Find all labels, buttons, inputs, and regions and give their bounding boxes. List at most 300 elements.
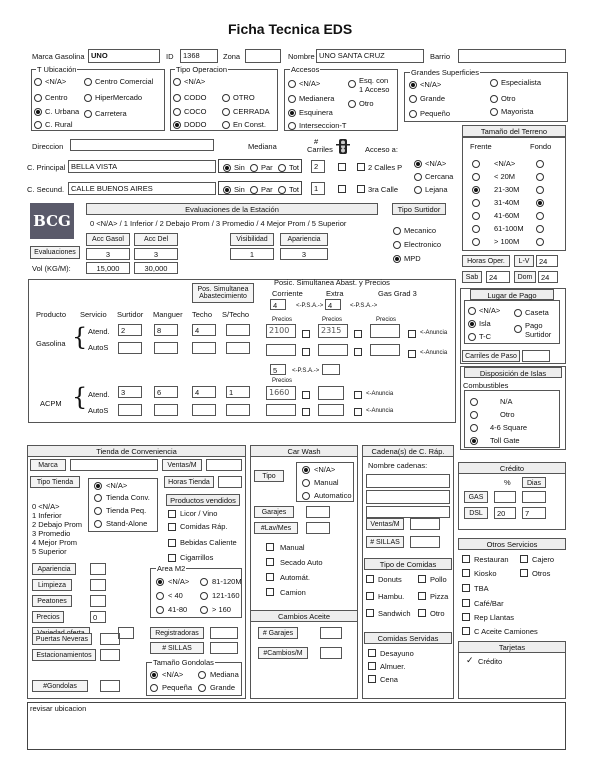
- ubicacion-urbana-radio[interactable]: [34, 108, 42, 116]
- tipo-tienda-button[interactable]: Tipo Tienda: [30, 476, 80, 488]
- tienda-na-label: <N/A>: [106, 481, 128, 490]
- acpm-precio-1[interactable]: 1660: [266, 386, 296, 400]
- tienda-marca-button[interactable]: Marca: [30, 459, 66, 471]
- operacion-codo-radio[interactable]: [173, 94, 181, 102]
- carriles-paso-field[interactable]: [522, 350, 550, 362]
- gasolina-precio-corriente[interactable]: 2100: [266, 324, 296, 338]
- tienda-scale-line: 2 Debajo Prom: [32, 520, 83, 529]
- tam-na-radio[interactable]: [150, 671, 158, 679]
- ubicacion-carretera-label: Carretera: [95, 109, 127, 118]
- acc-gasol-button[interactable]: Acc Gasol: [86, 233, 130, 246]
- carwash-manual-radio[interactable]: [302, 479, 310, 487]
- operacion-title: Tipo Operacion: [176, 65, 227, 74]
- donuts-check[interactable]: [366, 575, 374, 583]
- area-121-radio[interactable]: [200, 592, 208, 600]
- surtidor-col-label: Surtidor: [117, 310, 144, 319]
- gasolina-autos-precio-2[interactable]: [318, 344, 348, 356]
- acpm-anuncia-check[interactable]: [354, 391, 362, 399]
- gasolina-precio-gas3[interactable]: [370, 324, 400, 338]
- credito-dsl-dias-field[interactable]: 7: [522, 507, 546, 519]
- grandes-na-radio[interactable]: [409, 81, 417, 89]
- accesos-interseccion-radio[interactable]: [288, 122, 296, 130]
- cena-check[interactable]: [368, 675, 376, 683]
- cadena-sillas-button[interactable]: # SILLAS: [366, 536, 404, 548]
- tipo-comidas-header: Tipo de Comidas: [364, 558, 452, 570]
- carwash-garajes-field[interactable]: [306, 506, 330, 518]
- aceite-camiones-check[interactable]: [462, 627, 470, 635]
- terreno-frente-radio[interactable]: [472, 212, 480, 220]
- tam-mediana-label: Mediana: [210, 670, 239, 679]
- psa-label-1: <-P.S.A.->: [296, 303, 324, 309]
- tba-check[interactable]: [462, 584, 470, 592]
- csec-carriles-field[interactable]: 1: [311, 182, 325, 195]
- barrio-field[interactable]: [458, 49, 566, 63]
- direccion-field[interactable]: [70, 139, 214, 151]
- tarjetas-credito-check-mark[interactable]: ✓: [466, 655, 474, 665]
- aceite-cambios-field[interactable]: [320, 647, 342, 659]
- area-121-label: 121-160: [212, 591, 240, 600]
- lv-button[interactable]: L-V: [514, 255, 534, 267]
- ubicacion-cc-radio[interactable]: [84, 78, 92, 86]
- direccion-label: Direccion: [32, 142, 64, 151]
- tam-grande-radio[interactable]: [198, 684, 206, 692]
- pos-extra-field[interactable]: 4: [325, 299, 341, 310]
- tienda-ventas-button[interactable]: Ventas/M: [162, 459, 202, 471]
- gasolina-autos-precio-3[interactable]: [370, 344, 400, 356]
- gondolas-field[interactable]: [100, 680, 120, 692]
- registradoras-field[interactable]: [210, 627, 238, 639]
- acpm-autos-precio-2[interactable]: [318, 404, 344, 416]
- grandes-na-label: <N/A>: [420, 80, 442, 89]
- terreno-fondo-radio[interactable]: [536, 186, 544, 194]
- grandes-pequeno-radio[interactable]: [409, 110, 417, 118]
- dos-calles-check[interactable]: [357, 163, 365, 171]
- accesos-medianera-radio[interactable]: [288, 95, 296, 103]
- sandwich-check[interactable]: [366, 609, 374, 617]
- accesos-na-label: <N/A>: [299, 79, 321, 88]
- acceso-lejana-radio[interactable]: [414, 186, 422, 194]
- gasolina-anuncia-label: <-Anuncia: [420, 330, 448, 336]
- producto-label: Producto: [36, 310, 67, 319]
- acpm-autos-precio-1[interactable]: [266, 404, 296, 416]
- vol-del-field[interactable]: 30,000: [134, 262, 178, 274]
- csec-par-label: Par: [261, 185, 273, 194]
- cw-manual-check[interactable]: [266, 543, 274, 551]
- operacion-otro-label: OTRO: [233, 93, 255, 102]
- evaluaciones-button[interactable]: Evaluaciones: [30, 246, 80, 259]
- carwash-lav-field[interactable]: [306, 522, 330, 534]
- acceso-cercana-radio[interactable]: [414, 173, 422, 181]
- ubicacion-carretera-radio[interactable]: [84, 110, 92, 118]
- surtidor-mpd-label: MPD: [404, 254, 421, 263]
- tienda-peq-radio[interactable]: [94, 507, 102, 515]
- carwash-auto-label: Automatico: [314, 491, 352, 500]
- cadena-nombre-field-2[interactable]: [366, 490, 450, 504]
- pollo-label: Pollo: [430, 575, 447, 584]
- acpm-autos-anuncia-label: <-Anuncia: [366, 408, 394, 414]
- csec-tot-label: Tot: [289, 185, 300, 194]
- limpieza-field[interactable]: [90, 579, 106, 591]
- sillas-tienda-button[interactable]: # SILLAS: [150, 642, 204, 654]
- carriles-paso-button[interactable]: Carriles de Paso: [462, 350, 520, 362]
- pos-simultanea-button[interactable]: Pos. Simultanea Abastecimiento: [192, 283, 254, 303]
- credito-gas-button[interactable]: GAS: [464, 491, 488, 503]
- gasolina-precios-2: Precios: [322, 317, 343, 323]
- gasolina-precios-3: Precios: [376, 317, 397, 323]
- horas-oper-button[interactable]: Horas Oper.: [462, 255, 510, 267]
- sillas-tienda-field[interactable]: [210, 642, 238, 654]
- otros-servicio-check[interactable]: [520, 569, 528, 577]
- terreno-frente-radio[interactable]: [472, 160, 480, 168]
- mediana-label: Mediana: [248, 142, 277, 151]
- gasolina-atend-label: Atend.: [88, 327, 110, 336]
- tarjetas-header: Tarjetas: [458, 641, 566, 653]
- carriles-label2: Carriles: [307, 145, 333, 154]
- tam-grande-label: Grande: [210, 683, 236, 692]
- area-40-radio[interactable]: [156, 592, 164, 600]
- credito-dsl-button[interactable]: DSL: [464, 507, 488, 519]
- desayuno-check[interactable]: [368, 649, 376, 657]
- terreno-frente-radio[interactable]: [472, 186, 480, 194]
- credito-dias-button[interactable]: Dias: [522, 477, 546, 488]
- cw-automat-check[interactable]: [266, 573, 274, 581]
- accesos-esq-label: Esq. con: [359, 76, 389, 85]
- terreno-row-label: <N/A>: [494, 159, 516, 168]
- cadena-nombre-field-1[interactable]: [366, 474, 450, 488]
- acpm-chk-1[interactable]: [302, 391, 310, 399]
- area-160-radio[interactable]: [200, 606, 208, 614]
- puertas-button[interactable]: Puertas Neveras: [32, 633, 92, 645]
- accesos-otro-radio[interactable]: [348, 100, 356, 108]
- operacion-otro-radio[interactable]: [222, 94, 230, 102]
- marca-field[interactable]: UNO: [88, 49, 160, 63]
- gasolina-autos-chk-1[interactable]: [302, 348, 310, 356]
- acpm-autos-mang-field[interactable]: [154, 404, 178, 416]
- acceso-na-radio[interactable]: [414, 160, 422, 168]
- acceso-cercana-label: Cercana: [425, 172, 454, 181]
- pago-caseta-label: Caseta: [525, 308, 549, 317]
- horas-tienda-field[interactable]: [218, 476, 242, 488]
- estacionamientos-button[interactable]: Estacionamientos: [32, 649, 96, 661]
- notas-box[interactable]: [27, 702, 566, 750]
- operacion-cerrada-label: CERRADA: [233, 107, 270, 116]
- aceite-garajes-button[interactable]: # Garajes: [258, 627, 298, 639]
- terreno-frente-radio[interactable]: [472, 238, 480, 246]
- cadena-ventas-field[interactable]: [410, 518, 440, 530]
- pago-na-radio[interactable]: [468, 307, 476, 315]
- licor-check[interactable]: [168, 510, 176, 518]
- accesos-na-radio[interactable]: [288, 80, 296, 88]
- carwash-header: Car Wash: [250, 445, 358, 457]
- evaluaciones-header: Evaluaciones de la Estación: [86, 203, 378, 215]
- csecund-field[interactable]: CALLE BUENOS AIRES: [68, 182, 216, 195]
- tienda-na-radio[interactable]: [94, 482, 102, 490]
- peatones-button[interactable]: Peatones: [32, 595, 72, 607]
- carwash-garajes-button[interactable]: Garajes: [254, 506, 294, 518]
- sab-button[interactable]: Sab: [462, 271, 482, 283]
- pago-tc-radio[interactable]: [468, 333, 476, 341]
- psa-label-2: <-P.S.A.->: [350, 303, 378, 309]
- gasolina-autos-techo-field[interactable]: [192, 342, 216, 354]
- tienda-conv-radio[interactable]: [94, 494, 102, 502]
- area-41-label: 41-80: [168, 605, 188, 614]
- islas-comb-label: Combustibles: [463, 381, 509, 390]
- tienda-standalone-label: Stand-Alone: [106, 519, 148, 528]
- peatones-field[interactable]: [90, 595, 106, 607]
- grandes-otro-radio[interactable]: [490, 95, 498, 103]
- cadena-sillas-field[interactable]: [410, 536, 440, 548]
- dom-field[interactable]: 24: [538, 271, 558, 283]
- credito-gas-pct-field[interactable]: [494, 491, 516, 503]
- pago-surtidor-radio[interactable]: [514, 325, 522, 333]
- operacion-codo-label: CODO: [184, 93, 207, 102]
- tercera-calle-check[interactable]: [357, 185, 365, 193]
- credito-gas-dias-field[interactable]: [522, 491, 546, 503]
- pollo-check[interactable]: [418, 575, 426, 583]
- llantas-label: Rep Llantas: [474, 613, 515, 622]
- pago-na-label: <N/A>: [479, 306, 501, 315]
- estacionamientos-field[interactable]: [100, 649, 120, 661]
- surtidor-mpd-radio[interactable]: [393, 255, 401, 263]
- tam-pequena-radio[interactable]: [150, 684, 158, 692]
- operacion-dodo-radio[interactable]: [173, 121, 181, 129]
- acceso-na-label: <N/A>: [425, 159, 447, 168]
- stecho-col-label: S/Techo: [222, 310, 250, 319]
- otros-header: Otros Servicios: [458, 538, 566, 550]
- acpm-autos-anuncia-check[interactable]: [354, 408, 362, 416]
- pago-caseta-radio[interactable]: [514, 309, 522, 317]
- id-field[interactable]: 1368: [180, 49, 218, 63]
- pos-corriente-field[interactable]: 4: [270, 299, 286, 310]
- terreno-frente-radio[interactable]: [472, 173, 480, 181]
- cprin-acceso-check[interactable]: [338, 163, 346, 171]
- islas-na-radio[interactable]: [470, 398, 478, 406]
- carwash-tipo-button[interactable]: Tipo: [254, 470, 284, 482]
- limpieza-button[interactable]: Limpieza: [32, 579, 72, 591]
- operacion-coco-radio[interactable]: [173, 108, 181, 116]
- tercera-calle-label: 3ra Calle: [368, 185, 399, 194]
- ubicacion-rural-radio[interactable]: [34, 121, 42, 129]
- comidas-check[interactable]: [168, 523, 176, 531]
- cw-camion-check[interactable]: [266, 588, 274, 596]
- csec-sin-radio[interactable]: [223, 186, 231, 194]
- cw-secado-check[interactable]: [266, 558, 274, 566]
- gasolina-autos-surt-field[interactable]: [118, 342, 142, 354]
- credito-dsl-pct-field[interactable]: 20: [494, 507, 516, 519]
- desayuno-label: Desayuno: [380, 649, 414, 658]
- operacion-cerrada-radio[interactable]: [222, 108, 230, 116]
- operacion-construccion-radio[interactable]: [222, 121, 230, 129]
- cadena-ventas-button[interactable]: Ventas/M: [366, 518, 404, 530]
- tienda-marca-field[interactable]: [70, 459, 158, 471]
- gasolina-autos-stecho-field[interactable]: [226, 342, 250, 354]
- gasolina-stecho-field[interactable]: [226, 324, 250, 336]
- cprin-carriles-field[interactable]: 2: [311, 160, 325, 173]
- terreno-row-label: < 20M: [494, 172, 516, 181]
- gasolina-brace: {: [72, 323, 88, 351]
- terreno-fondo-radio[interactable]: [536, 173, 544, 181]
- gasolina-autos-chk-2[interactable]: [354, 348, 362, 356]
- acc-del-button[interactable]: Acc Del: [134, 233, 178, 246]
- puertas-field[interactable]: [100, 633, 120, 645]
- eval-acc-gasol-field[interactable]: 3: [86, 248, 130, 260]
- acpm-manguer-field[interactable]: 6: [154, 386, 178, 398]
- grandes-grande-radio[interactable]: [409, 95, 417, 103]
- gasolina-autos-anuncia-check[interactable]: [408, 350, 416, 358]
- barrio-label: Barrio: [430, 52, 451, 61]
- islas-tollgate-radio[interactable]: [470, 437, 478, 445]
- apariencia-button[interactable]: Apariencia: [280, 233, 328, 246]
- grandes-mayorista-radio[interactable]: [490, 108, 498, 116]
- eval-apariencia-field[interactable]: 3: [280, 248, 328, 260]
- acpm-anuncia-label: <-Anuncia: [366, 391, 394, 397]
- gasolina-precio-extra[interactable]: 2315: [318, 324, 348, 338]
- zona-field[interactable]: [245, 49, 281, 63]
- islas-square-label: 4-6 Square: [490, 423, 528, 432]
- csec-par-radio[interactable]: [250, 186, 258, 194]
- carwash-auto-radio[interactable]: [302, 492, 310, 500]
- grandes-especialista-radio[interactable]: [490, 79, 498, 87]
- cigarrillos-check[interactable]: [168, 554, 176, 562]
- sab-field[interactable]: 24: [486, 271, 510, 283]
- precios-tienda-button[interactable]: Precios: [32, 611, 64, 623]
- islas-square-radio[interactable]: [470, 424, 478, 432]
- page-title: Ficha Tecnica EDS: [228, 21, 353, 37]
- pago-isla-radio[interactable]: [468, 320, 476, 328]
- accesos-esq-radio[interactable]: [348, 80, 356, 88]
- terreno-row-label: 31-40M: [494, 198, 520, 207]
- csec-tot-radio[interactable]: [278, 186, 286, 194]
- acpm-autos-stecho-field[interactable]: [226, 404, 250, 416]
- ubicacion-cc-label: Centro Comercial: [95, 77, 154, 86]
- tienda-ventas-field[interactable]: [206, 459, 242, 471]
- accesos-esquinera-radio[interactable]: [288, 109, 296, 117]
- acpm-pos-field[interactable]: 5: [270, 364, 286, 375]
- visibilidad-button[interactable]: Visibilidad: [230, 233, 274, 246]
- gasolina-surtidor-field[interactable]: 2: [118, 324, 142, 336]
- cprincipal-field[interactable]: BELLA VISTA: [68, 160, 216, 173]
- aceite-cambios-button[interactable]: #Cambios/M: [258, 647, 308, 659]
- kiosko-check[interactable]: [462, 569, 470, 577]
- cadena-nombre-field-3[interactable]: [366, 506, 450, 518]
- surtidor-mecanico-radio[interactable]: [393, 227, 401, 235]
- acpm-autos-chk-1[interactable]: [302, 408, 310, 416]
- cafe-check[interactable]: [462, 599, 470, 607]
- vol-gasol-field[interactable]: 15,000: [86, 262, 130, 274]
- carwash-manual-label: Manual: [314, 478, 339, 487]
- acpm-techo-field[interactable]: 4: [192, 386, 216, 398]
- gasolina-techo-field[interactable]: 4: [192, 324, 216, 336]
- cprincipal-label: C. Principal: [27, 163, 66, 172]
- cadena-nombre-label: Nombre cadenas:: [368, 461, 428, 470]
- operacion-na-radio[interactable]: [173, 78, 181, 86]
- eval-visibilidad-field[interactable]: 1: [230, 248, 274, 260]
- terreno-frente-radio[interactable]: [472, 225, 480, 233]
- ubicacion-na-radio[interactable]: [34, 78, 42, 86]
- islas-otro-radio[interactable]: [470, 411, 478, 419]
- pizza-check[interactable]: [418, 592, 426, 600]
- apariencia-tienda-button[interactable]: Apariencia: [32, 563, 76, 575]
- surtidor-electronico-radio[interactable]: [393, 241, 401, 249]
- acpm-precio-2[interactable]: [318, 386, 344, 400]
- gasolina-autos-mang-field[interactable]: [154, 342, 178, 354]
- precios-tienda-field[interactable]: 0: [90, 611, 106, 623]
- bcg-logo: BCG: [30, 203, 74, 239]
- acpm-pos2-field[interactable]: [322, 364, 340, 375]
- marca-label: Marca Gasolina: [32, 52, 85, 61]
- gasolina-anuncia-check[interactable]: [408, 330, 416, 338]
- tam-mediana-radio[interactable]: [198, 671, 206, 679]
- hambu-check[interactable]: [366, 592, 374, 600]
- acpm-precios-1: Precios: [272, 378, 293, 384]
- horas-tienda-button[interactable]: Horas Tienda: [164, 476, 214, 488]
- ubicacion-rural-label: C. Rural: [45, 120, 73, 129]
- apariencia-tienda-field[interactable]: [90, 563, 106, 575]
- restauran-check[interactable]: [462, 555, 470, 563]
- aceite-garajes-field[interactable]: [320, 627, 342, 639]
- carwash-lav-button[interactable]: #Lav/Mes: [254, 522, 298, 534]
- cajero-check[interactable]: [520, 555, 528, 563]
- acpm-autos-surt-field[interactable]: [118, 404, 142, 416]
- acpm-autos-techo-field[interactable]: [192, 404, 216, 416]
- tienda-standalone-radio[interactable]: [94, 520, 102, 528]
- gasolina-chk-1[interactable]: [302, 330, 310, 338]
- terreno-row-label: > 100M: [494, 237, 520, 246]
- gasolina-manguer-field[interactable]: 8: [154, 324, 178, 336]
- terreno-fondo-radio[interactable]: [536, 160, 544, 168]
- gasolina-autos-precio-1[interactable]: [266, 344, 296, 356]
- ubicacion-hiper-radio[interactable]: [84, 94, 92, 102]
- bebidas-check[interactable]: [168, 539, 176, 547]
- almuerzo-label: Almuer.: [380, 662, 406, 671]
- vol-label: Vol (KG/M):: [32, 264, 71, 273]
- terreno-fondo-radio[interactable]: [536, 225, 544, 233]
- pago-pago-label: Pago: [525, 321, 543, 330]
- registradoras-button[interactable]: Registradoras: [150, 627, 204, 639]
- lv-field[interactable]: 24: [536, 255, 558, 267]
- variedad-field[interactable]: [118, 627, 134, 639]
- llantas-check[interactable]: [462, 613, 470, 621]
- eval-acc-del-field[interactable]: 3: [134, 248, 178, 260]
- productos-vendidos-header: Productos vendidos: [166, 494, 240, 506]
- terreno-fondo-radio[interactable]: [536, 199, 544, 207]
- csec-acceso-check[interactable]: [338, 185, 346, 193]
- ubicacion-centro-radio[interactable]: [34, 94, 42, 102]
- dom-button[interactable]: Dom: [514, 271, 536, 283]
- almuerzo-check[interactable]: [368, 662, 376, 670]
- area-na-radio[interactable]: [156, 578, 164, 586]
- gondolas-button[interactable]: #Gondolas: [32, 680, 88, 692]
- area-81-label: 81-120M: [212, 577, 242, 586]
- donuts-label: Donuts: [378, 575, 402, 584]
- area-41-radio[interactable]: [156, 606, 164, 614]
- cafe-label: Café/Bar: [474, 599, 504, 608]
- carwash-na-radio[interactable]: [302, 466, 310, 474]
- terreno-fondo-radio[interactable]: [536, 212, 544, 220]
- acpm-surtidor-field[interactable]: 3: [118, 386, 142, 398]
- terreno-fondo-radio[interactable]: [536, 238, 544, 246]
- acpm-stecho-field[interactable]: 1: [226, 386, 250, 398]
- terreno-header: Tamaño del Terreno: [462, 125, 566, 137]
- terreno-frente-radio[interactable]: [472, 199, 480, 207]
- tba-label: TBA: [474, 584, 489, 593]
- nombre-field[interactable]: UNO SANTA CRUZ: [316, 49, 424, 63]
- cadena-header: Cadena(s) de C. Ráp.: [362, 445, 454, 457]
- gasolina-chk-2[interactable]: [354, 330, 362, 338]
- area-81-radio[interactable]: [200, 578, 208, 586]
- hambu-label: Hambu.: [378, 592, 405, 601]
- otro-comida-check[interactable]: [418, 609, 426, 617]
